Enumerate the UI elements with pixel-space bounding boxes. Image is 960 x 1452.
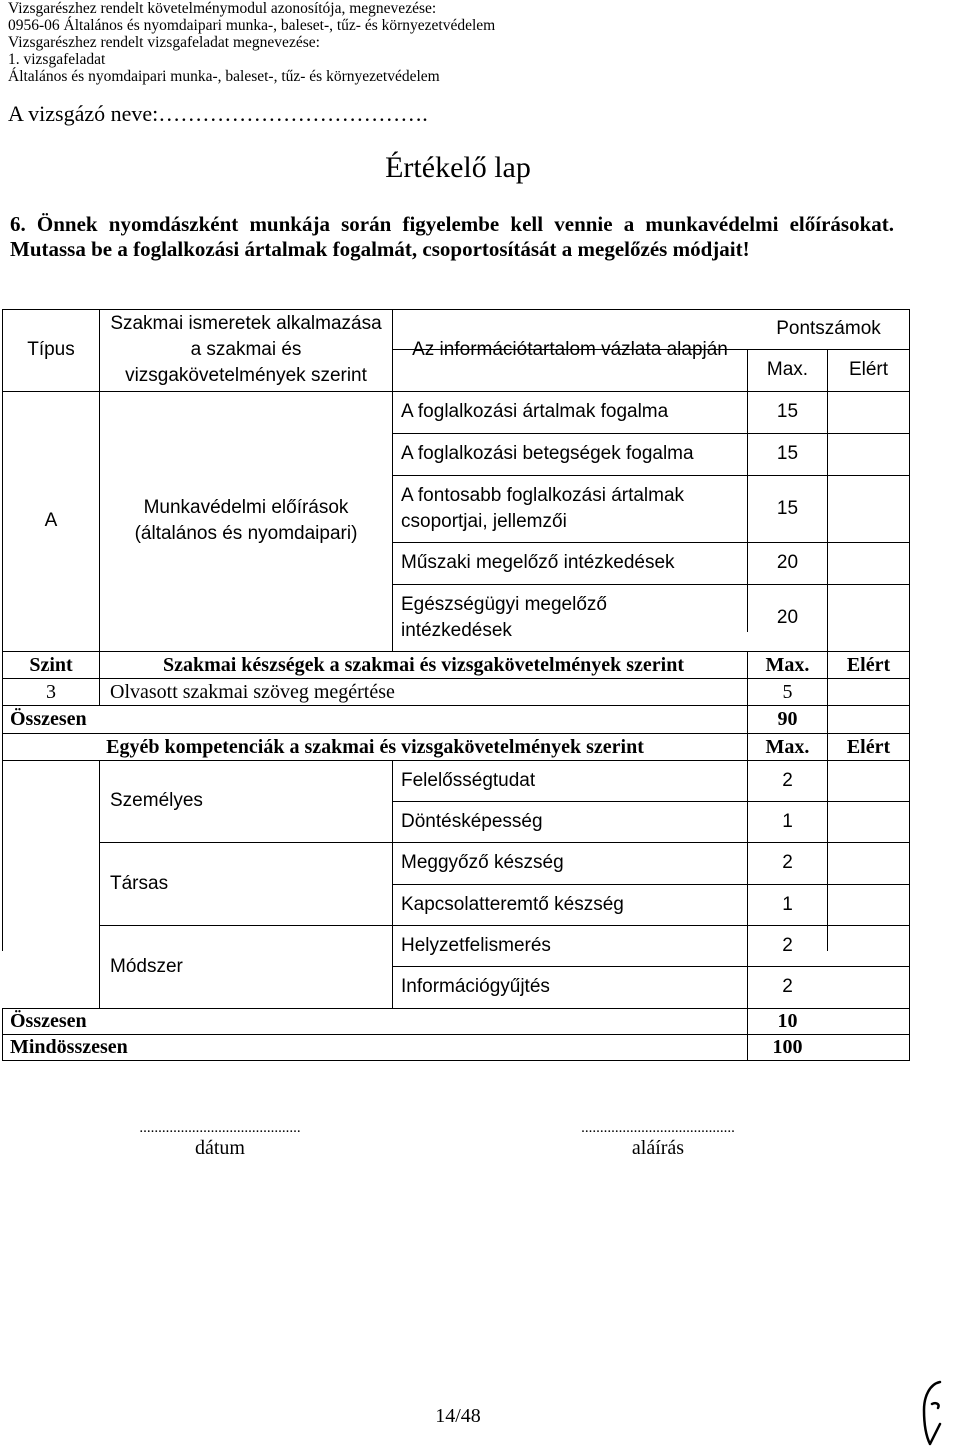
item-max: 15: [776, 497, 799, 519]
competency-max: 2: [782, 852, 793, 873]
item-label: A foglalkozási ártalmak fogalma: [401, 401, 669, 422]
competency-label: Információgyűjtés: [401, 976, 550, 997]
skills-achieved-header: Elért: [846, 653, 891, 676]
other-competencies-header: Egyéb kompetenciák a szakmai és vizsgakövetelmények szerint: [106, 735, 644, 758]
total-value: 90: [777, 708, 798, 730]
col-header-type: Típus: [27, 339, 75, 360]
competency-label: Felelősségtudat: [401, 769, 536, 791]
handwritten-initial-mark: [918, 1378, 958, 1450]
skills-max-header: Max.: [765, 653, 810, 676]
signature-label: aláírás: [631, 1137, 685, 1159]
candidate-name: A vizsgázó neve:……………………………….: [8, 101, 428, 126]
competency-max: 2: [782, 769, 793, 791]
skills-level-header: Szint: [29, 653, 73, 676]
competency-label: Döntésképesség: [401, 810, 543, 832]
date-dots: ...........................................: [139, 1120, 301, 1136]
item-label: A foglalkozási betegségek fogalma: [401, 443, 694, 464]
group-name: Módszer: [110, 955, 183, 977]
header-line-5: Általános és nyomdaipari munka-, baleset-, tűz- és környezetvédelem: [8, 68, 440, 85]
other-max-header: Max.: [765, 735, 810, 758]
page-title: Értékelő lap: [385, 151, 531, 184]
item-label: Egészségügyi megelőző intézkedések: [401, 594, 607, 641]
other-achieved-header: Elért: [846, 735, 891, 758]
header-line-2: 0956-06 Általános és nyomdaipari munka-, baleset-, tűz- és környezetvédelem: [8, 17, 496, 34]
type-value: A: [44, 510, 58, 531]
competency-max: 1: [782, 893, 793, 915]
item-max: 20: [776, 607, 799, 628]
col-header-points: Pontszámok: [776, 318, 881, 339]
signature-dots: .........................................: [581, 1120, 735, 1136]
subtotal-value: 10: [777, 1010, 798, 1032]
task-description: 6. Önnek nyomdászként munkája során figyelembe kell vennie a munkavédelmi előírásokat. Mutassa be a foglalkozási ártalmak fogalmát, csoportosítását a megelőzés módjait!: [10, 212, 894, 261]
col-header-content: Az információtartalom vázlata alapján: [412, 339, 728, 360]
group-name: Társas: [110, 872, 169, 894]
col-header-max: Max.: [766, 359, 809, 380]
competency-max: 2: [782, 934, 793, 956]
date-field: [90, 1120, 350, 1160]
header-line-1: Vizsgarészhez rendelt követelménymodul azonosítója, megnevezése:: [8, 0, 437, 17]
group-name: Személyes: [110, 790, 203, 811]
signature-field: [528, 1120, 788, 1160]
item-max: 15: [776, 401, 799, 422]
date-label: dátum: [195, 1137, 245, 1159]
competency-label: Meggyőző készség: [401, 852, 564, 873]
item-max: 15: [776, 443, 799, 464]
total-label: Összesen: [10, 708, 87, 730]
skills-max: 5: [782, 680, 793, 703]
header-line-3: Vizsgarészhez rendelt vizsgafeladat megnevezése:: [8, 34, 320, 51]
skills-label: Olvasott szakmai szöveg megértése: [110, 680, 395, 703]
competency-label: Kapcsolatteremtő készség: [401, 893, 624, 915]
topic-label: Munkavédelmi előírások (általános és nyomdaipari): [134, 497, 358, 544]
page-number: 14/48: [435, 1405, 481, 1427]
item-label: A fontosabb foglalkozási ártalmak csoportjai, jellemzői: [401, 484, 685, 532]
col-header-achieved: Elért: [848, 359, 889, 380]
grand-total-label: Mindösszesen: [10, 1036, 128, 1058]
competency-max: 2: [782, 976, 793, 997]
skills-level: 3: [46, 680, 56, 703]
competency-max: 1: [782, 810, 793, 832]
header-line-4: 1. vizsgafeladat: [8, 51, 106, 68]
subtotal-label: Összesen: [10, 1010, 87, 1032]
competency-label: Helyzetfelismerés: [401, 934, 551, 956]
grand-total-value: 100: [772, 1036, 803, 1058]
col-header-knowledge: Szakmai ismeretek alkalmazása a szakmai és vizsgakövetelmények szerint: [110, 313, 382, 386]
item-label: Műszaki megelőző intézkedések: [401, 552, 675, 573]
document-header: [8, 0, 495, 85]
item-max: 20: [776, 552, 799, 573]
skills-header: Szakmai készségek a szakmai és vizsgakövetelmények szerint: [162, 653, 685, 676]
